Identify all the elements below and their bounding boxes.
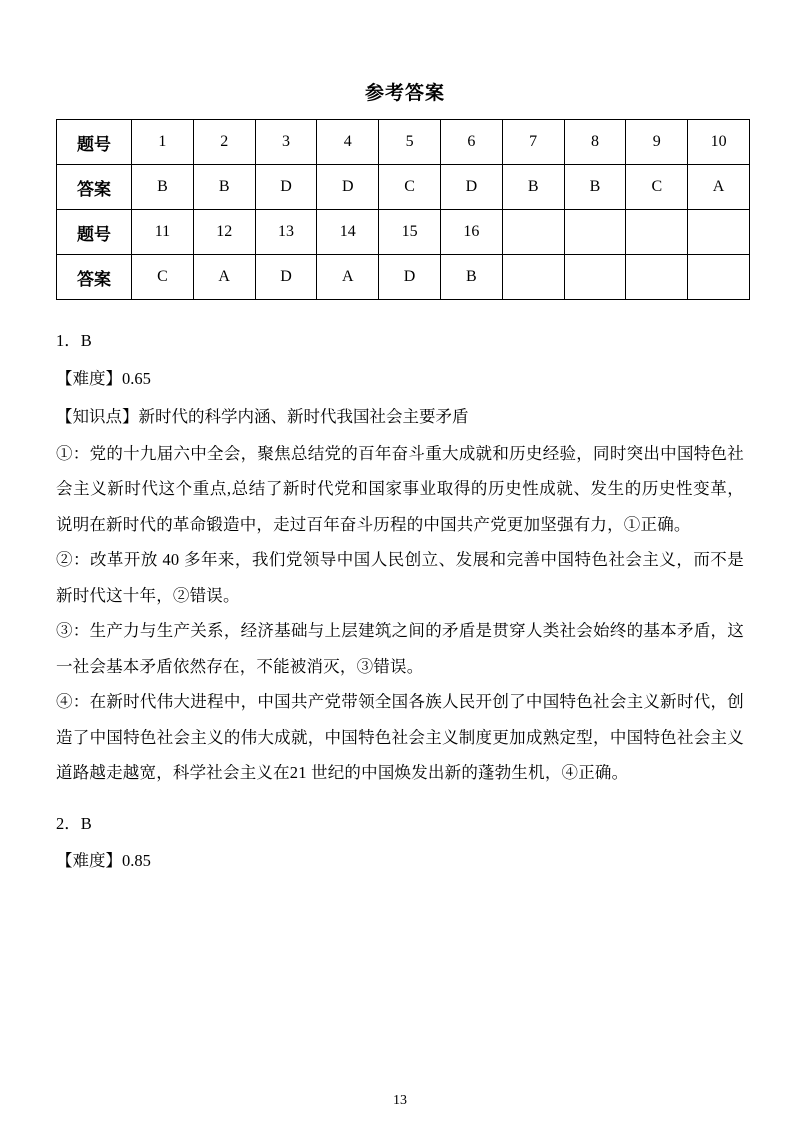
table-cell: B — [193, 165, 255, 210]
knowledge-label: 【知识点】新时代的科学内涵、新时代我国社会主要矛盾 — [56, 406, 469, 426]
table-cell: 3 — [255, 120, 317, 165]
table-cell — [502, 255, 564, 300]
table-cell — [626, 210, 688, 255]
table-cell: 6 — [440, 120, 502, 165]
table-cell — [564, 255, 626, 300]
explanation-point: ②：改革开放 40 多年来，我们党领导中国人民创立、发展和完善中国特色社会主义，而不是新时代这十年，②错误。 — [56, 550, 744, 605]
table-cell — [688, 255, 750, 300]
explanation-point: ①：党的十九届六中全会，聚焦总结党的百年奋斗重大成就和历史经验，同时突出中国特色社会主义新时代这个重点,总结了新时代党和国家事业取得的历史性成就、发生的历史性变革，说明在新时代的革命锻造中，走过百年奋斗历程的中国共产党更加坚强有力，①正确。 — [56, 443, 744, 534]
table-cell: 10 — [688, 120, 750, 165]
explanation-point: ③：生产力与生产关系，经济基础与上层建筑之间的矛盾是贯穿人类社会始终的基本矛盾，这一社会基本矛盾依然存在，不能被消灭，③错误。 — [56, 621, 744, 676]
table-cell: D — [255, 255, 317, 300]
table-cell — [502, 210, 564, 255]
difficulty-label: 【难度】0.65 — [56, 368, 151, 388]
table-row — [57, 165, 750, 210]
table-cell: 2 — [193, 120, 255, 165]
table-row — [57, 255, 750, 300]
explanation-point: ④：在新时代伟大进程中，中国共产党带领全国各族人民开创了中国特色社会主义新时代，创造了中国特色社会主义的伟大成就，中国特色社会主义制度更加成熟定型，中国特色社会主义道路越走越宽，科学社会主义在21 世纪的中国焕发出新的蓬勃生机，④正确。 — [56, 692, 744, 783]
question-number: 1．B — [56, 331, 92, 350]
table-cell: 14 — [317, 210, 379, 255]
explanation-item — [56, 322, 744, 791]
table-cell: C — [379, 165, 441, 210]
table-cell: 11 — [132, 210, 194, 255]
table-cell: A — [193, 255, 255, 300]
answer-key-table — [56, 119, 750, 300]
page-title: 参考答案 — [364, 82, 445, 104]
table-cell: C — [132, 255, 194, 300]
table-cell: D — [440, 165, 502, 210]
table-cell: 13 — [255, 210, 317, 255]
table-cell: B — [502, 165, 564, 210]
table-cell: 8 — [564, 120, 626, 165]
table-cell: B — [132, 165, 194, 210]
table-cell: B — [564, 165, 626, 210]
table-row — [57, 120, 750, 165]
table-cell: D — [255, 165, 317, 210]
table-cell — [688, 210, 750, 255]
difficulty-label: 【难度】0.85 — [56, 851, 151, 871]
table-cell: D — [379, 255, 441, 300]
table-cell: 12 — [193, 210, 255, 255]
section-spacer — [56, 791, 744, 805]
row-label: 答案 — [57, 165, 132, 210]
table-cell — [626, 255, 688, 300]
table-cell: D — [317, 165, 379, 210]
row-label: 题号 — [57, 120, 132, 165]
row-label: 题号 — [57, 210, 132, 255]
table-cell: 4 — [317, 120, 379, 165]
explanation-item — [56, 805, 744, 881]
table-cell — [564, 210, 626, 255]
row-label: 答案 — [57, 255, 132, 300]
table-cell: C — [626, 165, 688, 210]
table-row — [57, 210, 750, 255]
explanation-section — [56, 322, 744, 880]
table-cell: 1 — [132, 120, 194, 165]
table-cell: 16 — [440, 210, 502, 255]
table-cell: 7 — [502, 120, 564, 165]
table-cell: A — [688, 165, 750, 210]
table-cell: 5 — [379, 120, 441, 165]
table-cell: 15 — [379, 210, 441, 255]
table-cell: 9 — [626, 120, 688, 165]
table-cell: A — [317, 255, 379, 300]
table-cell: B — [440, 255, 502, 300]
page-number: 13 — [393, 1093, 407, 1108]
question-number: 2．B — [56, 813, 92, 833]
